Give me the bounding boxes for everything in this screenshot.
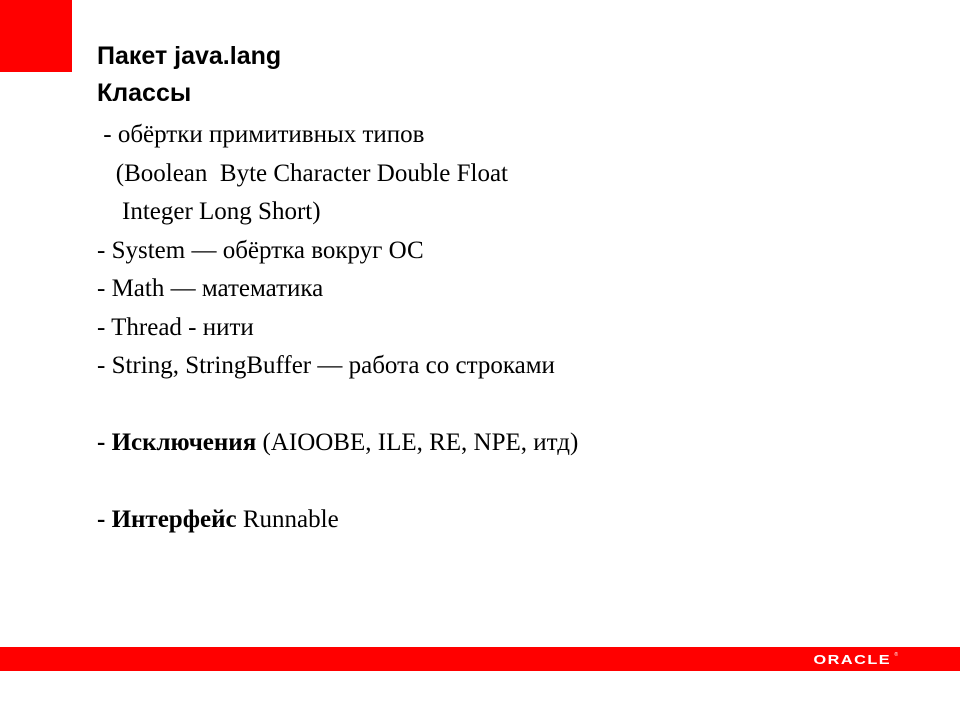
interface-label: - Интерфейс	[97, 506, 237, 533]
footer-band	[0, 647, 960, 671]
bullet-thread: - Thread - нити	[97, 313, 254, 341]
interface-text: Runnable	[236, 506, 339, 533]
bullet-interface	[97, 501, 578, 540]
registered-mark: ®	[894, 652, 898, 658]
bullet-string: - String, StringBuffer — работа со строками	[97, 352, 555, 379]
bullet-math: - Math — математика	[97, 275, 324, 302]
exceptions-label: - Исключения	[97, 429, 257, 456]
slide-body	[97, 116, 578, 540]
spacer-line	[97, 386, 578, 425]
wrappers-list-1: (Boolean Byte Character Double Float	[97, 159, 508, 187]
spacer-line	[97, 463, 578, 502]
bullet-exceptions	[97, 424, 578, 463]
wrappers-list-2: Integer Long Short)	[97, 198, 321, 225]
exceptions-text: (AIOOBE, ILE, RE, NPE, итд)	[256, 429, 579, 456]
corner-accent-block	[0, 0, 72, 72]
oracle-logo	[813, 650, 898, 668]
oracle-logo-text: ORACLE	[813, 651, 892, 667]
bullet-system: - System — обёртка вокруг ОС	[97, 236, 424, 264]
bullet-wrappers: - обёртки примитивных типов	[97, 121, 425, 148]
title-package: Пакет java.lang	[97, 42, 282, 70]
title-classes: Классы	[97, 79, 192, 107]
slide-title	[97, 38, 281, 112]
